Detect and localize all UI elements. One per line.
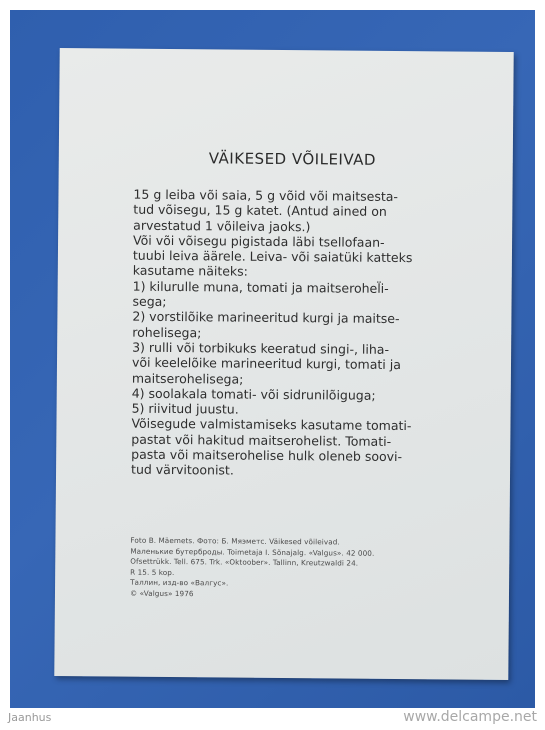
recipe-line: 15 g leiba või saia, 5 g võid või maitsesta- [133, 186, 399, 204]
recipe-line: 5) riivitud juustu. [131, 400, 239, 417]
recipe-line: pastat või hakitud maitserohelist. Tomati- [131, 431, 392, 449]
recipe-line: sega; [132, 293, 167, 310]
recipe-line: 2) vorstilõike marineeritud kurgi ja maitse- [132, 309, 400, 327]
recipe-line: või keelelõike marineeritud kurgi, tomati ja [131, 354, 401, 373]
recipe-line: 3) rulli või torbikuks keeratud singi-, liha- [132, 339, 390, 357]
recipe-line: 1) kilurulle muna, tomati ja maitserohel̈i- [132, 278, 389, 296]
credit-line: Маленькие бутерброды. Toimetaja I. Sõnajalg. «Valgus». 42 000. [130, 546, 375, 558]
watermark-strip [0, 708, 545, 730]
recipe-line: tud värvitoonist. [131, 462, 234, 478]
recipe-line: pasta või maitserohelise hulk oleneb soovi- [131, 446, 403, 465]
publisher-credits [130, 536, 441, 602]
credit-line: © «Valgus» 1976 [129, 588, 194, 598]
seller-watermark: Jaanhus [8, 711, 52, 724]
postcard-back [54, 48, 513, 680]
recipe-line: tuubi leiva äärele. Leiva- või saiatüki katteks [132, 247, 413, 266]
credit-line: Foto B. Mäemets. Фото: Б. Мяэметс. Väikesed võileivad. [130, 535, 340, 547]
recipe-line: 4) soolakala tomati- või sidrunilõiguga; [131, 385, 376, 403]
recipe-line: maitserohelisega; [131, 370, 244, 387]
recipe-line: rohelisega; [132, 324, 202, 340]
credit-line: R 15. 5 kop. [130, 567, 175, 577]
recipe-line: Võisegude valmistamiseks kasutame tomati- [131, 416, 412, 434]
recipe-text [131, 187, 434, 480]
recipe-line: Või või võisegu pigistada läbi tsellofaan- [133, 232, 385, 250]
site-watermark: www.delcampe.net [403, 709, 537, 725]
recipe-line: tud võisegu, 15 g katet. (Antud ained on [133, 201, 387, 220]
credit-line: Ofsettrükk. Tell. 675. Trk. «Oktoober». Tallinn, Kreutzwaldi 24. [130, 556, 359, 568]
credit-line: Таллин, изд-во «Валгус». [130, 577, 229, 588]
recipe-line: arvestatud 1 võileiva jaoks.) [133, 217, 311, 234]
recipe-line: kasutame näiteks: [132, 263, 248, 280]
